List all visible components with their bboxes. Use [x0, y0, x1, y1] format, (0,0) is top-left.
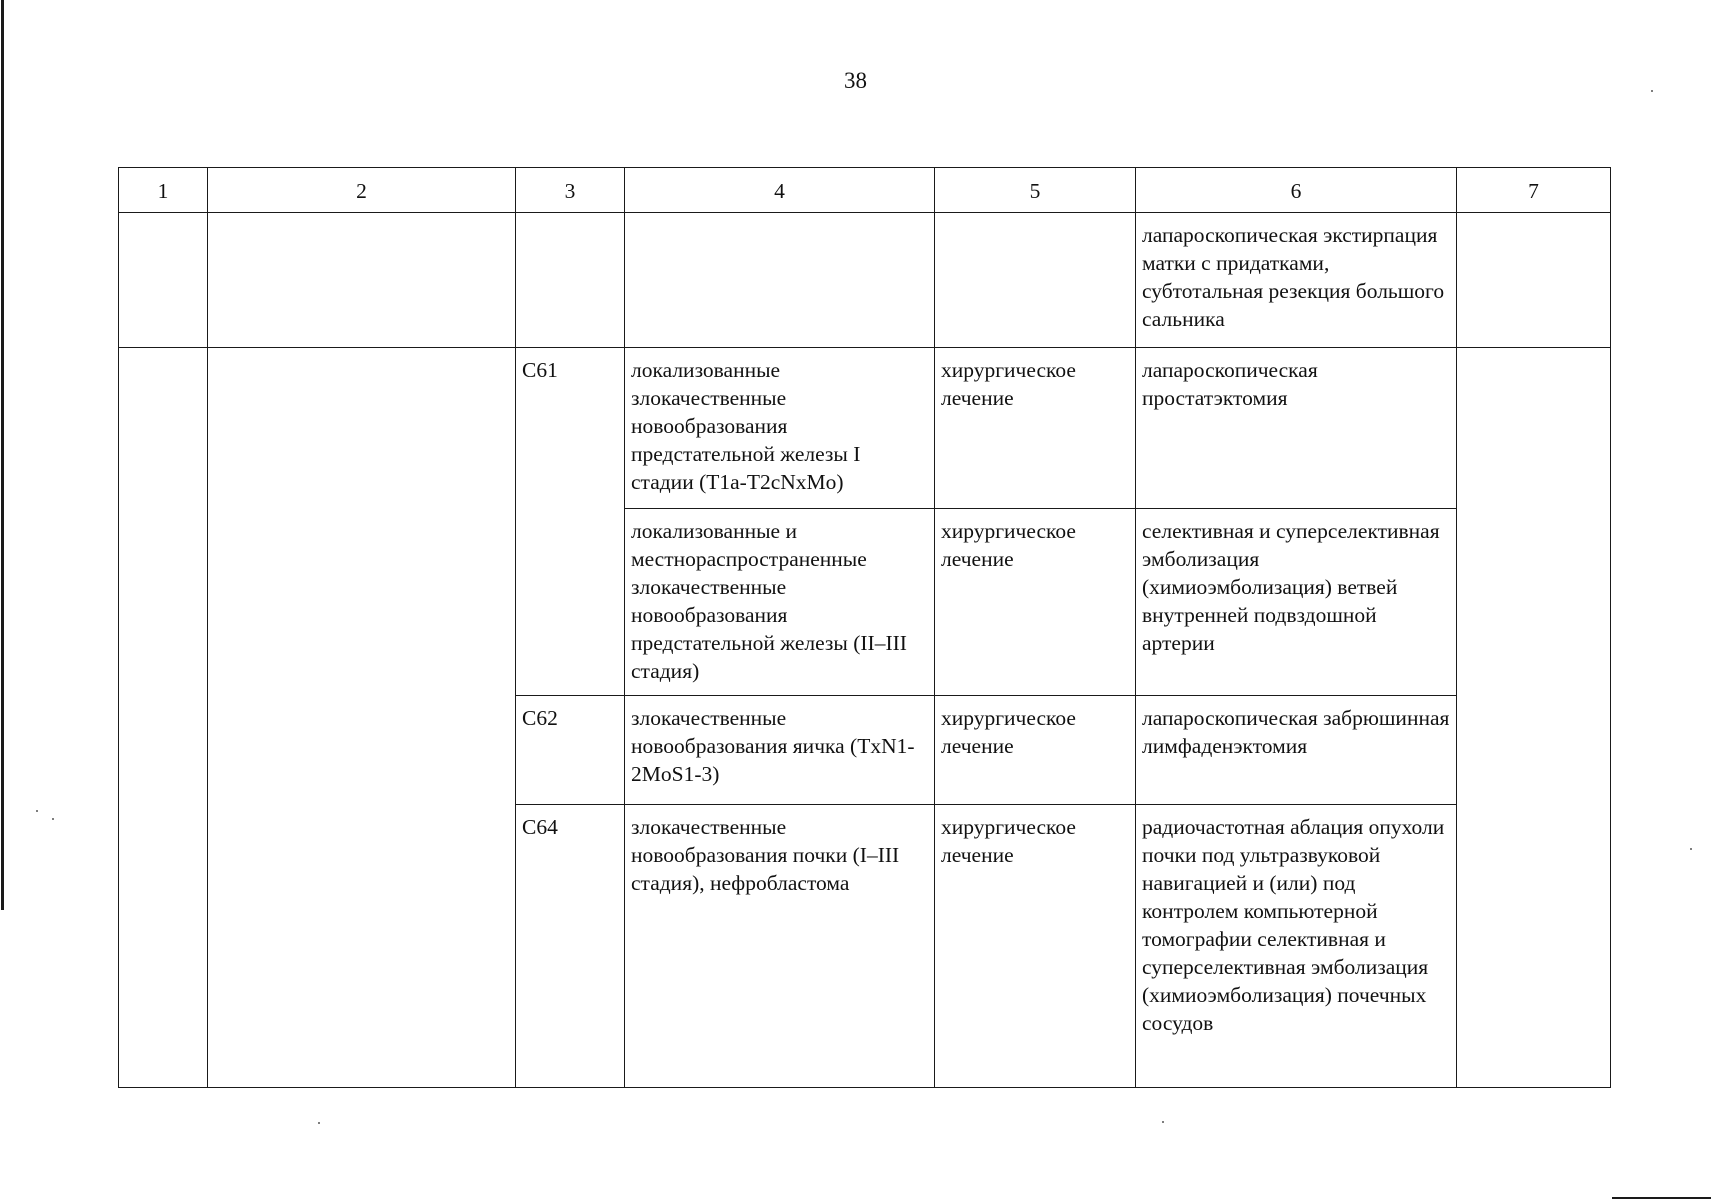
- page-number: 38: [844, 68, 867, 93]
- cell-method: [1136, 509, 1457, 696]
- cell-method: [1136, 696, 1457, 805]
- cell-treatment: [935, 805, 1136, 1088]
- cell-norm: [1457, 213, 1611, 348]
- cell-diagnosis: [625, 509, 935, 696]
- scan-speck: [1162, 1121, 1164, 1123]
- method-text: лапароскопическая экстирпация матки с придатками, субтотальная резекция большого сальника: [1142, 223, 1445, 331]
- code-text: C61: [522, 358, 558, 382]
- column-header-6: 6: [1136, 168, 1457, 213]
- cell-profile: [208, 213, 516, 348]
- method-text: лапароскопическая забрюшинная лимфаденэктомия: [1142, 706, 1450, 758]
- diagnosis-text: злокачественные новообразования яичка (TxN1-2MoS1-3): [631, 706, 915, 786]
- table-row: [119, 348, 1611, 509]
- cell-treatment: [935, 696, 1136, 805]
- column-header-4: 4: [625, 168, 935, 213]
- method-text: селективная и суперселективная эмболизация (химиоэмболизация) ветвей внутренней подвздошной артерии: [1142, 519, 1440, 655]
- diagnosis-text: локализованные злокачественные новообразования предстательной железы I стадии (T1a-T2cNxMo): [631, 358, 861, 494]
- column-header-5: 5: [935, 168, 1136, 213]
- treatment-text: хирургическое лечение: [941, 815, 1076, 867]
- column-header-7: 7: [1457, 168, 1611, 213]
- diagnosis-text: локализованные и местнораспространенные злокачественные новообразования предстательной железы (II–III стадия): [631, 519, 907, 683]
- code-text: C64: [522, 815, 558, 839]
- scan-speck: [1690, 848, 1692, 850]
- code-text: C62: [522, 706, 558, 730]
- scan-speck: [36, 810, 38, 812]
- scan-edge-bottom: [1612, 1197, 1711, 1199]
- treatment-text: хирургическое лечение: [941, 519, 1076, 571]
- cell-norm: [1457, 348, 1611, 1088]
- cell-treatment: [935, 509, 1136, 696]
- cell-treatment: [935, 348, 1136, 509]
- table-row-continuation: [119, 213, 1611, 348]
- cell-diagnosis: [625, 213, 935, 348]
- column-header-1: 1: [119, 168, 208, 213]
- scan-speck: [1651, 90, 1653, 92]
- cell-method: [1136, 348, 1457, 509]
- scan-speck: [52, 818, 54, 820]
- cell-method: [1136, 805, 1457, 1088]
- cell-code: [516, 696, 625, 805]
- method-text: радиочастотная аблация опухоли почки под ультразвуковой навигацией и (или) под контролем компьютерной томографии селективная и суперселективная эмболизация (химиоэмболизация) почечных сосудов: [1142, 815, 1445, 1035]
- cell-number: [119, 213, 208, 348]
- scan-edge-left: [1, 0, 4, 910]
- medical-care-table: [118, 167, 1611, 1088]
- treatment-text: хирургическое лечение: [941, 358, 1076, 410]
- column-header-3: 3: [516, 168, 625, 213]
- scan-speck: [318, 1122, 320, 1124]
- cell-number: [119, 348, 208, 1088]
- treatment-text: хирургическое лечение: [941, 706, 1076, 758]
- column-header-2: 2: [208, 168, 516, 213]
- method-text: лапароскопическая простатэктомия: [1142, 358, 1318, 410]
- header-row: [119, 168, 1611, 213]
- cell-code: [516, 348, 625, 696]
- cell-profile: [208, 348, 516, 1088]
- cell-code: [516, 213, 625, 348]
- cell-code: [516, 805, 625, 1088]
- cell-method: [1136, 213, 1457, 348]
- diagnosis-text: злокачественные новообразования почки (I–III стадия), нефробластома: [631, 815, 900, 895]
- cell-diagnosis: [625, 805, 935, 1088]
- cell-diagnosis: [625, 696, 935, 805]
- cell-treatment: [935, 213, 1136, 348]
- cell-diagnosis: [625, 348, 935, 509]
